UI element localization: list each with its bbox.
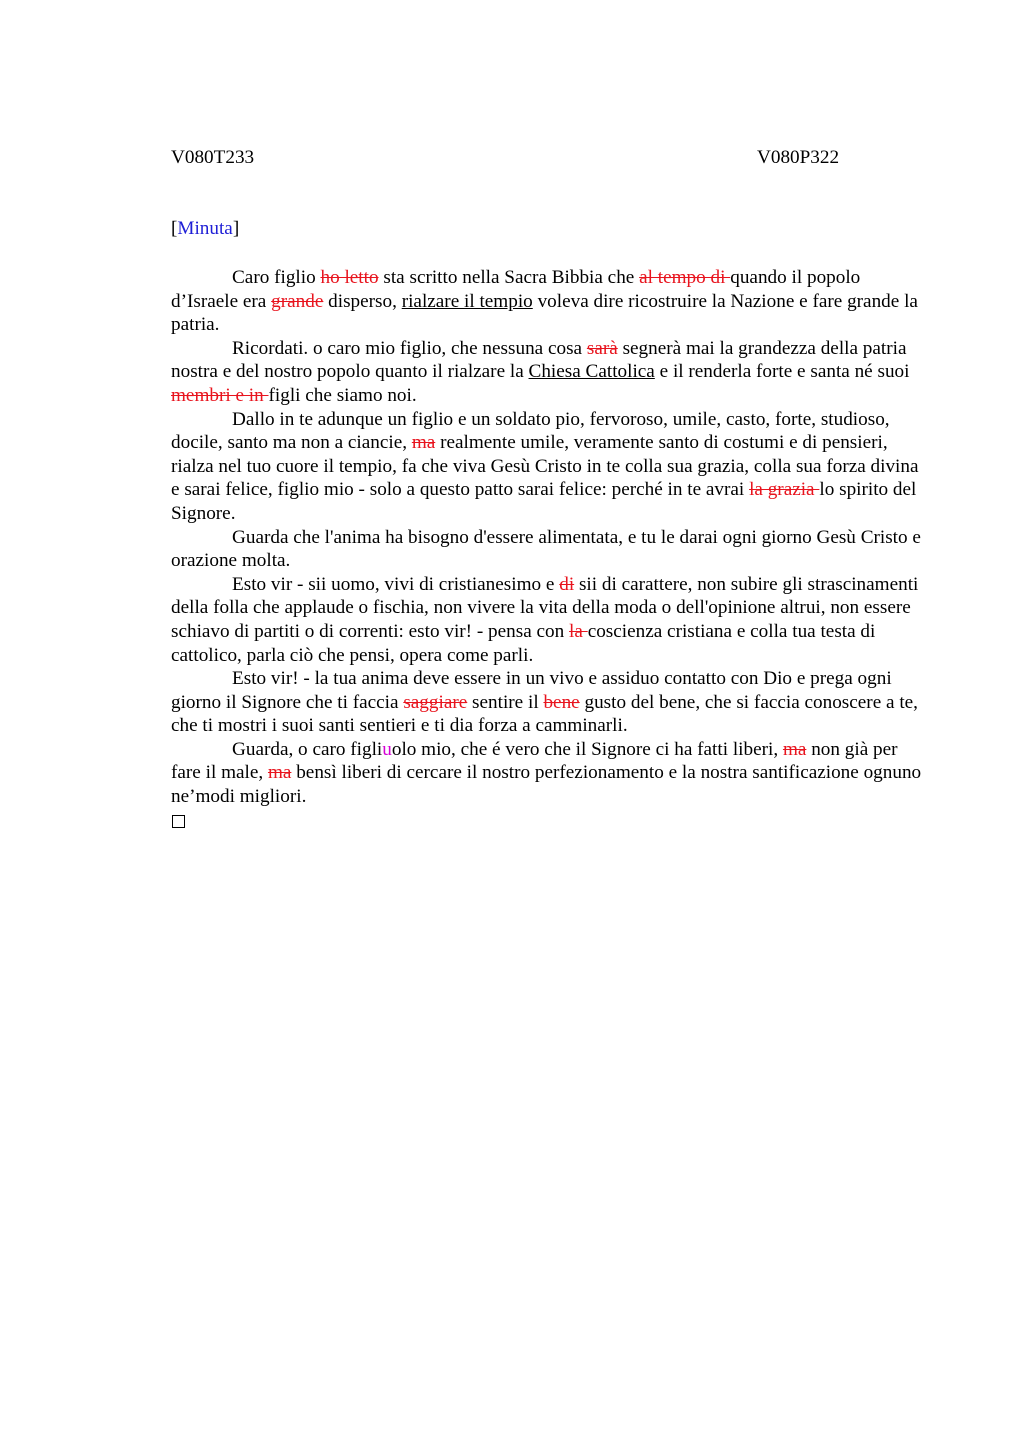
letter-paragraph: [171, 266, 931, 337]
minuta-note: [171, 218, 239, 240]
text-run: sentire il: [467, 691, 544, 713]
text-run: Esto vir - sii uomo, vivi di cristianesimo e: [232, 573, 560, 595]
text-run: Esto vir! - la tua anima deve essere in un vivo e assiduo contatto con Dio e prega ogni giorno il Signore che ti faccia: [171, 668, 892, 713]
deleted-text: sarà: [586, 337, 618, 359]
text-run: Ricordati. o caro mio figlio, che nessuna cosa: [232, 337, 587, 359]
document-code-right: V080P322: [757, 147, 840, 168]
text-run: e il renderla forte e santa né suoi: [654, 361, 910, 383]
text-run: segnerà mai la grandezza della patria nostra e del nostro popolo quanto il rialzare la: [171, 337, 907, 383]
deleted-text: membri e in: [171, 384, 269, 406]
letter-paragraph: [171, 337, 931, 408]
deleted-text: saggiare: [403, 691, 468, 713]
letter-paragraph: [171, 738, 931, 809]
empty-square-icon: [172, 815, 185, 828]
minuta-label: Minuta: [177, 218, 233, 239]
text-run: gusto del bene, che si faccia conoscere a te, che ti mostri i suoi santi sentieri e ti dia forza a camminarli.: [171, 691, 918, 737]
text-run: bensì liberi di cercare il nostro perfezionamento e la nostra santificazione ognuno ne’modi migliori.: [171, 762, 922, 808]
bracket-close: ]: [232, 218, 240, 239]
text-run: non già per fare il male,: [171, 738, 898, 784]
deleted-text: ho letto: [320, 267, 379, 288]
text-run: Caro figlio: [232, 267, 321, 288]
deleted-text: bene: [543, 691, 580, 713]
text-run: quando il popolo d’Israele era: [171, 267, 861, 312]
text-run: disperso,: [323, 290, 402, 312]
bracket-open: [: [171, 218, 178, 239]
letter-paragraph: [171, 408, 931, 526]
letter-paragraph: [171, 526, 931, 573]
text-run: realmente umile, veramente santo di costumi e di pensieri, rialza nel tuo cuore il tempio, fa che viva Gesù Cristo in te colla sua grazia, colla sua forza divina e sarai felice, figlio mio - solo a questo patto sarai felice: perché in te avrai: [171, 432, 919, 501]
text-run: voleva dire ricostruire la Nazione e fare grande la patria.: [171, 290, 918, 336]
deleted-text: ma: [782, 738, 807, 760]
deleted-text: ma: [411, 432, 436, 454]
text-run: coscienza cristiana e colla tua testa di cattolico, parla ciò che pensi, opera come parli.: [171, 620, 876, 666]
document-code-left: V080T233: [171, 147, 255, 168]
deleted-text: la: [569, 620, 588, 642]
letter-paragraph: [171, 573, 931, 667]
deleted-text: di: [559, 573, 575, 595]
text-run: lo spirito del Signore.: [171, 479, 917, 524]
text-run: Guarda che l'anima ha bisogno d'essere alimentata, e tu le darai ogni giorno Gesù Cristo e orazione molta.: [171, 526, 921, 572]
underlined-text: rialzare il tempio: [401, 290, 533, 312]
underlined-text: Chiesa Cattolica: [528, 361, 655, 383]
text-run: Dallo in te adunque un figlio e un soldato pio, fervoroso, umile, casto, forte, studioso, docile, santo ma non a ciancie,: [171, 408, 890, 454]
text-run: Guarda, o caro figli: [232, 738, 383, 760]
text-run: olo mio, che é vero che il Signore ci ha fatti liberi,: [391, 738, 783, 760]
deleted-text: grande: [271, 290, 324, 312]
deleted-text: la grazia: [749, 479, 820, 501]
text-run: sta scritto nella Sacra Bibbia che: [378, 267, 640, 288]
text-run: sii di carattere, non subire gli strascinamenti della folla che applaude o fischia, non vivere la vita della moda o dell'opinione altrui, non essere schiavo di partiti o di correnti: esto vir! - pensa con: [171, 573, 919, 642]
deleted-text: al tempo di: [639, 267, 731, 288]
letter-paragraph: [171, 667, 931, 738]
letter-body: [171, 266, 931, 809]
inserted-text: u: [382, 738, 392, 760]
text-run: figli che siamo noi.: [268, 384, 417, 406]
deleted-text: ma: [267, 762, 292, 784]
